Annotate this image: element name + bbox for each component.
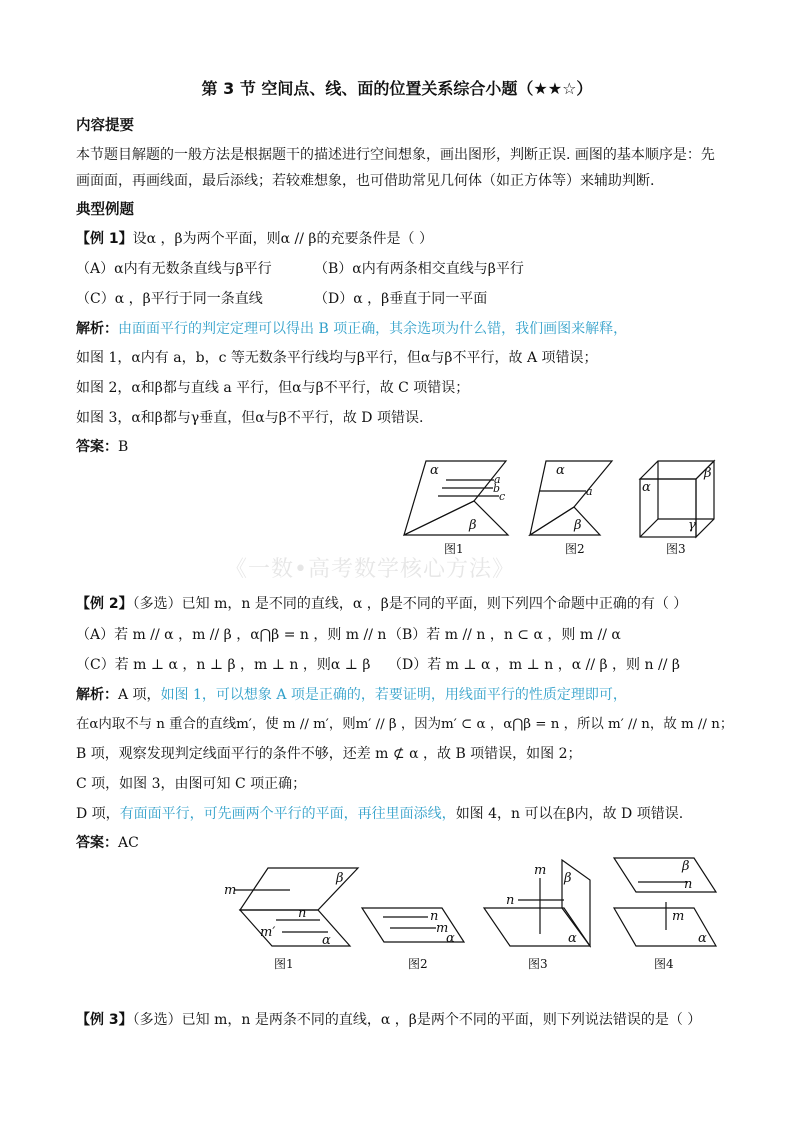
watermark: 《一数•高考数学核心方法》 (225, 557, 515, 582)
label-alpha-3: α (642, 480, 651, 495)
example2-option-b: （B）若 m // n ，n ⊂ α ，则 m // α (388, 627, 621, 643)
section-heading-examples: 典型例题 (76, 202, 134, 218)
intro-line-1: 本节题目解题的一般方法是根据题干的描述进行空间想象，画出图形，判断正误. 画图的基本顺序是：先 (76, 147, 715, 163)
caption-fig2: 图2 (565, 542, 585, 556)
example3-tag: 【例 3】 (76, 1012, 133, 1028)
cube-top (640, 461, 714, 479)
intro-line-2: 画面面，再画线面，最后添线；若较难想象，也可借助常见几何体（如正方体等）来辅助判断. (76, 173, 655, 189)
plane-beta-shape-2 (530, 507, 600, 535)
cube-bottom-diag (640, 519, 658, 537)
label-c: c (499, 490, 506, 503)
label-alpha-fig3: α (568, 931, 577, 946)
label-beta-fig1: β (336, 871, 344, 886)
page-title: 第 3 节 空间点、线、面的位置关系综合小题（★★☆） (201, 79, 593, 98)
section-heading-summary: 内容提要 (76, 118, 134, 134)
label-a: a (494, 473, 501, 486)
plane-beta-shape (404, 501, 508, 535)
example2-option-d: （D）若 m ⊥ α ，m ⊥ n ，α // β ，则 n // β (388, 657, 680, 673)
solution-d-prefix: D 项， (76, 806, 120, 822)
example2-solution-a2: 在α内取不与 n 重合的直线m′，使 m // m′，则m′ // β ，因为m′ ⊂ α ，α⋂β = n ，所以 m′ // n，故 m // n； (76, 717, 734, 732)
answer-value: B (118, 439, 129, 455)
label-m-fig1: m (224, 883, 237, 898)
label-n-fig3: n (506, 893, 515, 908)
label-beta-3: β (704, 466, 712, 481)
example1-answer (76, 437, 128, 457)
example1-solution-intro (76, 319, 627, 339)
label-alpha-fig4: α (698, 931, 707, 946)
label-n-fig4: n (684, 877, 693, 892)
caption-fig2-4: 图4 (654, 957, 674, 971)
example2-option-a: （A）若 m // α ，m // β ，α⋂β = n ，则 m // n (76, 627, 387, 643)
solution-d-suffix: 如图 4，n 可以在β内，故 D 项错误. (455, 806, 684, 822)
solution-a-prefix: A 项， (118, 687, 161, 703)
label-beta-fig4: β (682, 859, 690, 874)
answer-label: 答案： (76, 439, 118, 455)
example1-option-c: （C）α ，β平行于同一条直线 (76, 291, 263, 307)
example1-option-b: （B）α内有两条相交直线与β平行 (314, 261, 524, 277)
example3-stem (76, 1010, 701, 1030)
example2-answer (76, 833, 139, 853)
label-n-fig1: n (298, 906, 307, 921)
example2-solution-c: C 项，如图 3，由图可知 C 项正确； (76, 776, 307, 792)
label-b: b (493, 482, 501, 495)
solution-highlight: 由面面平行的判定定理可以得出 B 项正确，其余选项为什么错，我们画图来解释， (118, 321, 628, 337)
label-beta-fig3: β (564, 871, 572, 886)
example2-solution-d (76, 804, 683, 824)
example1-solution-3: 如图 3，α和β都与γ垂直，但α与β不平行，故 D 项错误. (76, 410, 424, 426)
label-alpha-2: α (556, 463, 565, 478)
label-m-fig2: m (436, 921, 449, 936)
example2-solution-b: B 项，观察发现判定线面平行的条件不够，还差 m ⊄ α ，故 B 项错误，如图 2； (76, 746, 582, 762)
label-alpha-fig2: α (446, 931, 455, 946)
example2-figures (218, 850, 728, 975)
label-gamma: γ (688, 518, 696, 533)
plane-alpha-fig1 (240, 910, 350, 946)
solution-label-2: 解析： (76, 687, 118, 703)
example1-solution-1: 如图 1，α内有 a，b，c 等无数条平行线均与β平行，但α与β不平行，故 A 项错误； (76, 350, 598, 366)
label-alpha-fig1: α (322, 933, 331, 948)
example2-option-c: （C）若 m ⊥ α ，n ⊥ β ，m ⊥ n ，则α ⊥ β (76, 657, 371, 673)
example1-tag: 【例 1】 (76, 231, 133, 247)
label-beta: β (469, 518, 477, 533)
example1-figures (396, 455, 726, 560)
caption-fig2-3: 图3 (528, 957, 548, 971)
label-beta-2: β (574, 518, 582, 533)
label-mp-fig1: m′ (260, 925, 276, 940)
label-a-2: a (586, 485, 593, 498)
plane-alpha-shape (404, 461, 506, 535)
example2-stem (76, 594, 687, 614)
solution-label: 解析： (76, 321, 118, 337)
example2-tag: 【例 2】 (76, 596, 133, 612)
example3-stem-text: （多选）已知 m，n 是两条不同的直线，α ，β是两个不同的平面，则下列说法错误的是（ ） (132, 1012, 702, 1028)
example1-stem-text: 设α ，β为两个平面，则α // β的充要条件是（ ） (132, 231, 433, 247)
caption-fig2-1: 图1 (274, 957, 294, 971)
plane-beta-fig4 (614, 858, 716, 892)
label-n-fig2: n (430, 909, 439, 924)
caption-fig3: 图3 (666, 542, 686, 556)
plane-alpha-shape-2 (530, 461, 612, 535)
label-m-fig4: m (672, 909, 685, 924)
example1-stem (76, 229, 433, 249)
solution-a-highlight: 如图 1，可以想象 A 项是正确的，若要证明，用线面平行的性质定理即可， (160, 687, 627, 703)
example2-solution-a (76, 685, 627, 705)
example1-option-a: （A）α内有无数条直线与β平行 (76, 261, 272, 277)
example1-option-d: （D）α ，β垂直于同一平面 (314, 291, 488, 307)
label-m-fig3: m (534, 863, 547, 878)
answer-value-2: AC (118, 835, 139, 851)
caption-fig2-2: 图2 (408, 957, 428, 971)
solution-d-highlight: 有面面平行，可先画两个平行的平面，再往里面添线， (119, 806, 456, 822)
label-alpha: α (430, 463, 439, 478)
caption-fig1: 图1 (444, 542, 464, 556)
answer-label-2: 答案： (76, 835, 118, 851)
example1-solution-2: 如图 2，α和β都与直线 a 平行，但α与β不平行，故 C 项错误； (76, 380, 470, 396)
example2-stem-text: （多选）已知 m，n 是不同的直线，α ，β是不同的平面，则下列四个命题中正确的有（ ） (132, 596, 688, 612)
